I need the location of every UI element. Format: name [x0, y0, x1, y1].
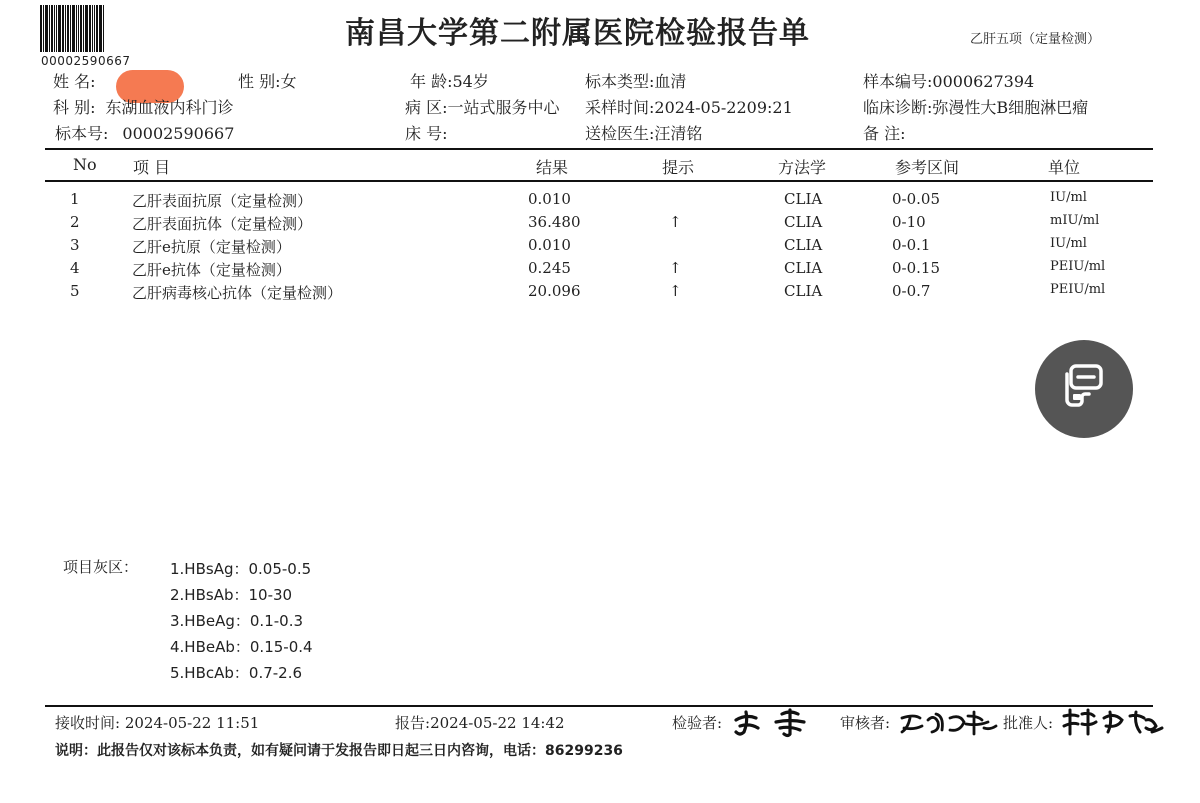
grey-zone-item: 4.HBeAb：0.15-0.4 [170, 638, 313, 656]
table-row [0, 259, 1200, 282]
collect-time-field [585, 95, 793, 118]
header-item: 项 目 [133, 158, 171, 177]
reviewer-label: 审核者: [840, 714, 891, 732]
bed-field [405, 121, 447, 144]
diagnosis-value: 弥漫性大B细胞淋巴瘤 [932, 98, 1089, 117]
header-flag: 提示 [662, 158, 695, 177]
row-no: 4 [70, 259, 80, 277]
barcode-number: 00002590667 [41, 54, 131, 68]
table-header-rule [45, 180, 1153, 182]
row-no: 2 [70, 213, 80, 231]
collect-time-label: 采样时间: [585, 98, 655, 117]
table-row [0, 282, 1200, 305]
age-field [410, 69, 489, 92]
specimen-type-label: 标本类型: [585, 72, 655, 91]
doctor-value: 汪清铭 [654, 124, 703, 143]
ward-label: 病 区: [405, 98, 448, 117]
sex-label: 性 别: [238, 72, 281, 91]
grey-zone-list [170, 556, 313, 686]
row-item: 乙肝e抗体（定量检测） [132, 261, 291, 279]
table-row [0, 213, 1200, 236]
row-item: 乙肝e抗原（定量检测） [132, 238, 291, 256]
row-item: 乙肝病毒核心抗体（定量检测） [132, 284, 343, 302]
report-note: 说明：此报告仅对该标本负责，如有疑问请于发报告即日起三日内咨询，电话：86299236 [55, 743, 623, 759]
name-label: 姓 名: [53, 72, 96, 91]
doctor-label: 送检医生: [585, 124, 655, 143]
row-no: 1 [70, 190, 80, 208]
footer-rule [45, 705, 1153, 707]
table-row [0, 236, 1200, 259]
remark-field [863, 121, 905, 144]
doctor-field [585, 121, 702, 144]
collect-time-value: 2024-05-2209:21 [654, 98, 793, 117]
specimen-no-label: 标本号: [55, 124, 109, 143]
diagnosis-label: 临床诊断: [863, 98, 933, 117]
row-method: CLIA [784, 282, 823, 300]
specimen-type-value: 血清 [654, 72, 687, 91]
header-unit: 单位 [1048, 158, 1081, 177]
grey-zone-item: 2.HBsAb：10-30 [170, 586, 293, 604]
row-item: 乙肝表面抗体（定量检测） [132, 215, 313, 233]
row-flag: ↑ [669, 282, 682, 300]
row-unit: PEIU/ml [1050, 282, 1106, 297]
grey-zone-item: 5.HBcAb：0.7-2.6 [170, 664, 303, 682]
tester-signature [732, 708, 832, 742]
row-ref: 0-0.1 [892, 236, 931, 254]
age-value: 54岁 [452, 72, 489, 91]
dept-field [53, 95, 234, 118]
row-no: 5 [70, 282, 80, 300]
grey-zone-item: 1.HBsAg：0.05-0.5 [170, 560, 312, 578]
sex-field [238, 69, 297, 92]
specimen-type-field [585, 69, 686, 92]
specimen-no-field [55, 121, 234, 144]
ward-field [405, 95, 560, 118]
grey-zone-label: 项目灰区： [63, 558, 139, 576]
remark-label: 备 注: [863, 124, 906, 143]
receive-time-value: 2024-05-22 11:51 [124, 714, 260, 732]
report-title: 南昌大学第二附属医院检验报告单 [345, 16, 810, 51]
table-row [0, 190, 1200, 213]
dept-value: 东湖血液内科门诊 [105, 98, 234, 117]
reviewer-signature [898, 710, 1003, 742]
report-time-value: 2024-05-22 14:42 [430, 714, 565, 732]
row-flag: ↑ [669, 213, 682, 231]
dept-label: 科 别: [53, 98, 96, 117]
receive-time-label: 接收时间: [55, 714, 121, 732]
row-result: 36.480 [528, 213, 581, 231]
report-subtitle: 乙肝五项（定量检测） [969, 32, 1100, 47]
approver-label: 批准人: [1003, 714, 1054, 732]
name-field [53, 69, 95, 92]
row-method: CLIA [784, 259, 823, 277]
row-ref: 0-0.05 [892, 190, 941, 208]
row-ref: 0-10 [892, 213, 926, 231]
copy-icon [1057, 360, 1111, 418]
row-result: 20.096 [528, 282, 581, 300]
row-result: 0.010 [528, 236, 571, 254]
age-label: 年 龄: [410, 72, 453, 91]
sex-value: 女 [280, 72, 297, 91]
header-ref: 参考区间 [895, 158, 960, 177]
receive-time-field [55, 712, 259, 733]
approver-signature [1060, 708, 1166, 742]
report-time-field [395, 712, 565, 733]
row-result: 0.010 [528, 190, 571, 208]
sample-no-label: 样本编号: [863, 72, 933, 91]
row-unit: IU/ml [1050, 236, 1087, 251]
header-no: No [73, 155, 97, 174]
row-method: CLIA [784, 190, 823, 208]
diagnosis-field [863, 95, 1088, 118]
sample-no-value: 0000627394 [932, 72, 1035, 91]
row-flag: ↑ [669, 259, 682, 277]
report-time-label: 报告: [395, 714, 431, 732]
tester-label: 检验者: [672, 714, 723, 732]
row-unit: mIU/ml [1050, 213, 1100, 228]
ward-value: 一站式服务中心 [447, 98, 560, 117]
row-ref: 0-0.15 [892, 259, 941, 277]
row-result: 0.245 [528, 259, 571, 277]
row-item: 乙肝表面抗原（定量检测） [132, 192, 313, 210]
sample-no-field [863, 69, 1034, 92]
row-unit: IU/ml [1050, 190, 1087, 205]
header-method: 方法学 [778, 158, 827, 177]
copy-button[interactable] [1035, 340, 1133, 438]
header-result: 结果 [536, 158, 569, 177]
row-method: CLIA [784, 236, 823, 254]
table-top-rule [45, 148, 1153, 150]
bed-label: 床 号: [405, 124, 448, 143]
grey-zone-item: 3.HBeAg：0.1-0.3 [170, 612, 304, 630]
row-ref: 0-0.7 [892, 282, 931, 300]
specimen-no-value: 00002590667 [122, 124, 235, 143]
row-method: CLIA [784, 213, 823, 231]
row-unit: PEIU/ml [1050, 259, 1106, 274]
row-no: 3 [70, 236, 80, 254]
